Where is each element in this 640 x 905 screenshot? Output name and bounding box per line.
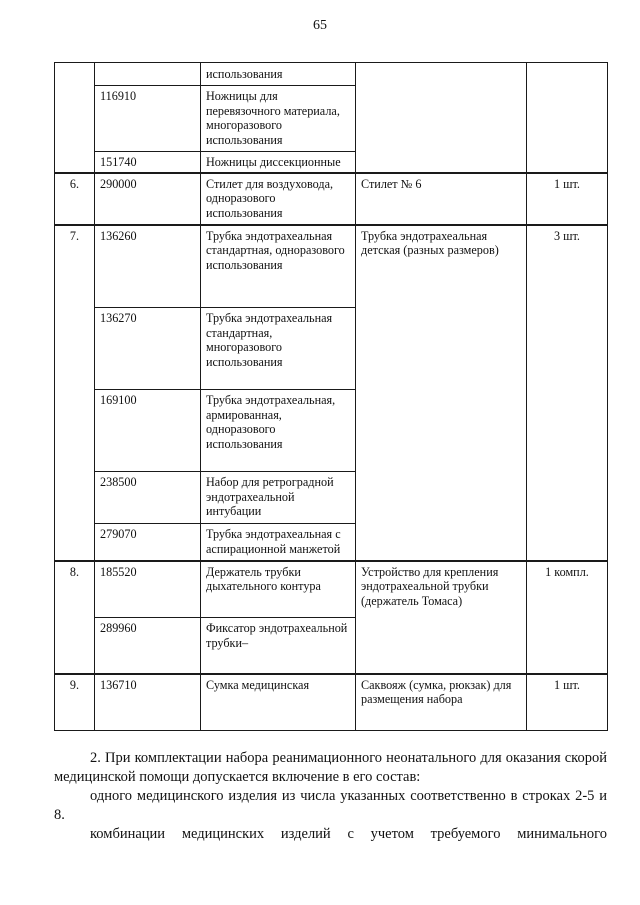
table-row: [55, 63, 608, 86]
desc-cell: Трубка эндотрахеальная детская (разных размеров): [356, 225, 527, 561]
name-cell: Трубка эндотрахеальная, армированная, одноразового использования: [201, 390, 356, 472]
row-number-cell: 6.: [55, 173, 95, 225]
code-cell: 136260: [95, 225, 201, 308]
code-cell: 169100: [95, 390, 201, 472]
row-number-cell: [55, 63, 95, 173]
code-cell: [95, 63, 201, 86]
qty-cell: [527, 63, 608, 173]
qty-cell: 1 шт.: [527, 173, 608, 225]
name-cell: использования: [201, 63, 356, 86]
name-cell: Сумка медицинская: [201, 674, 356, 731]
row-number-cell: 9.: [55, 674, 95, 731]
name-cell: Держатель трубки дыхательного контура: [201, 561, 356, 618]
table-row: [55, 674, 608, 731]
code-cell: 185520: [95, 561, 201, 618]
name-cell: Ножницы для перевязочного материала, многоразового использования: [201, 86, 356, 152]
desc-cell: Устройство для крепления эндотрахеальной трубки (держатель Томаса): [356, 561, 527, 674]
page-number: 65: [313, 18, 327, 33]
paragraph-item-2: 2. При комплектации набора реанимационного неонатального для оказания скорой медицинской помощи допускается включение в его состав:: [54, 750, 607, 785]
table-row: [55, 561, 608, 618]
code-cell: 116910: [95, 86, 201, 152]
code-cell: 279070: [95, 524, 201, 561]
code-cell: 151740: [95, 152, 201, 173]
qty-cell: 1 шт.: [527, 674, 608, 731]
table-row: [55, 225, 608, 308]
qty-cell: 3 шт.: [527, 225, 608, 561]
equipment-table: [54, 62, 608, 731]
desc-cell: [356, 63, 527, 173]
code-cell: 136270: [95, 308, 201, 390]
name-cell: Трубка эндотрахеальная стандартная, многоразового использования: [201, 308, 356, 390]
desc-cell: Саквояж (сумка, рюкзак) для размещения набора: [356, 674, 527, 731]
name-cell: Набор для ретроградной эндотрахеальной интубации: [201, 472, 356, 524]
code-cell: 238500: [95, 472, 201, 524]
table-row: [55, 173, 608, 225]
name-cell: Стилет для воздуховода, одноразового использования: [201, 173, 356, 225]
row-number-cell: 7.: [55, 225, 95, 561]
code-cell: 136710: [95, 674, 201, 731]
name-cell: Фиксатор эндотрахеальной трубки–: [201, 618, 356, 674]
row-number-cell: 8.: [55, 561, 95, 674]
name-cell: Трубка эндотрахеальная стандартная, одноразового использования: [201, 225, 356, 308]
name-cell: Трубка эндотрахеальная с аспирационной манжетой: [201, 524, 356, 561]
code-cell: 289960: [95, 618, 201, 674]
paragraph-option-combination: комбинации медицинских изделий с учетом требуемого минимального: [90, 826, 607, 842]
desc-cell: Стилет № 6: [356, 173, 527, 225]
name-cell: Ножницы диссекционные: [201, 152, 356, 173]
code-cell: 290000: [95, 173, 201, 225]
qty-cell: 1 компл.: [527, 561, 608, 674]
paragraph-option-single: одного медицинского изделия из числа указанных соответственно в строках 2-5 и 8.: [54, 788, 607, 823]
